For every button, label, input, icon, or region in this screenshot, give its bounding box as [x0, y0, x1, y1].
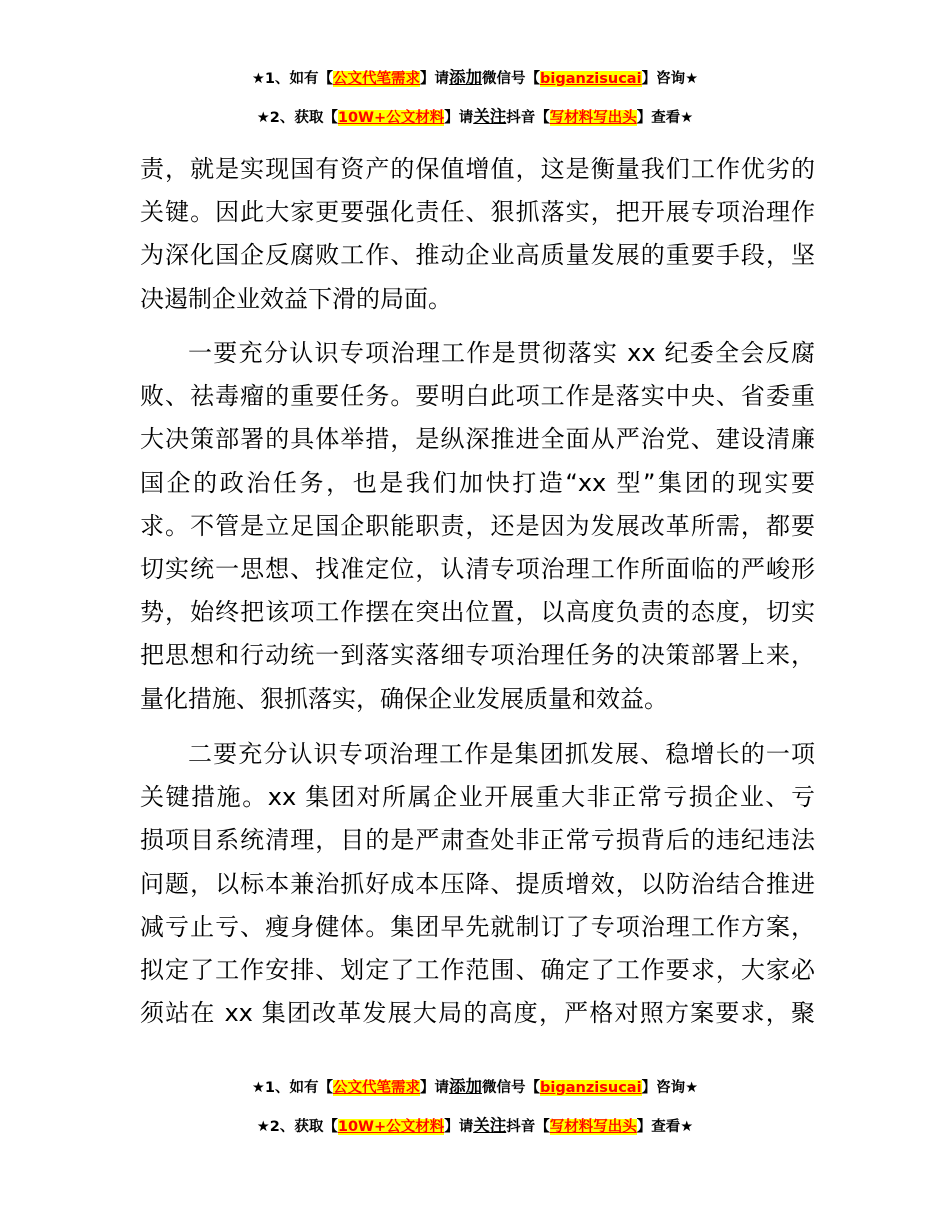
banner1-highlight-service: 公文代笔需求 [333, 71, 421, 87]
header-banner-line-1 [0, 67, 950, 90]
footer-banner-line-1 [0, 1076, 950, 1099]
banner1-suffix: 】咨询★ [641, 71, 699, 87]
header-banner-line-2 [0, 106, 950, 129]
banner1-mid: 】请 [420, 71, 450, 87]
banner2-highlight-douyin: 写材料写出头 [549, 110, 637, 126]
paragraph-1 [140, 148, 815, 321]
banner2-suffix: 】查看★ [636, 110, 694, 126]
paragraph-line: 求。不管是立足国企职能职责，还是因为发展改革所需，都要 [140, 511, 815, 540]
banner1-highlight-service: 公文代笔需求 [333, 1080, 421, 1096]
paragraph-line: 二要充分认识专项治理工作是集团抓发展、稳增长的一项 [188, 740, 815, 768]
banner1-highlight-wechat: biganzisucai [540, 71, 642, 87]
paragraph-line: 国企的政治任务，也是我们加快打造“xx 型”集团的现实要 [140, 468, 815, 497]
paragraph-line: 势，始终把该项工作摆在突出位置，以高度负责的态度，切实 [140, 598, 815, 627]
banner1-highlight-wechat: biganzisucai [540, 1080, 642, 1096]
paragraph-line: 一要充分认识专项治理工作是贯彻落实 xx 纪委全会反腐 [188, 339, 815, 367]
banner1-suffix: 】咨询★ [641, 1080, 699, 1096]
banner1-mid2: 微信号【 [482, 71, 541, 87]
paragraph-line: 决遏制企业效益下滑的局面。 [140, 284, 452, 313]
paragraph-2 [140, 332, 815, 721]
paragraph-line: 关键措施。xx 集团对所属企业开展重大非正常亏损企业、亏 [140, 783, 815, 812]
paragraph-line: 责，就是实现国有资产的保值增值，这是衡量我们工作优劣的 [140, 155, 815, 183]
banner1-emphasis: 添加 [449, 1077, 483, 1096]
banner2-prefix: ★2、获取【 [256, 110, 338, 126]
paragraph-line: 败、祛毒瘤的重要任务。要明白此项工作是落实中央、省委重 [140, 382, 815, 411]
banner2-highlight-douyin: 写材料写出头 [549, 1119, 637, 1135]
banner1-mid: 】请 [420, 1080, 450, 1096]
paragraph-line: 须站在 xx 集团改革发展大局的高度，严格对照方案要求，聚 [140, 999, 815, 1028]
banner2-highlight-materials: 10W+公文材料 [337, 110, 445, 126]
paragraph-line: 量化措施、狠抓落实，确保企业发展质量和效益。 [140, 684, 668, 713]
footer-banner-line-2 [0, 1115, 950, 1138]
banner1-mid2: 微信号【 [482, 1080, 541, 1096]
banner2-highlight-materials: 10W+公文材料 [337, 1119, 445, 1135]
paragraph-line: 减亏止亏、瘦身健体。集团早先就制订了专项治理工作方案， [140, 912, 815, 941]
banner1-emphasis: 添加 [449, 68, 483, 87]
banner2-mid2: 抖音【 [506, 1119, 550, 1135]
paragraph-line: 把思想和行动统一到落实落细专项治理任务的决策部署上来， [140, 641, 815, 670]
banner2-emphasis: 关注 [473, 107, 507, 126]
banner2-mid2: 抖音【 [506, 110, 550, 126]
banner2-emphasis: 关注 [473, 1116, 507, 1135]
paragraph-line: 问题，以标本兼治抓好成本压降、提质增效，以防治结合推进 [140, 869, 815, 898]
banner1-prefix: ★1、如有【 [251, 1080, 334, 1096]
paragraph-line: 拟定了工作安排、划定了工作范围、确定了工作要求，大家必 [140, 955, 815, 984]
paragraph-line: 为深化国企反腐败工作、推动企业高质量发展的重要手段，坚 [140, 241, 815, 270]
banner2-suffix: 】查看★ [636, 1119, 694, 1135]
paragraph-line: 损项目系统清理，目的是严肃查处非正常亏损背后的违纪违法 [140, 826, 815, 855]
banner2-mid: 】请 [444, 110, 474, 126]
paragraph-line: 切实统一思想、找准定位，认清专项治理工作所面临的严峻形 [140, 554, 815, 583]
banner2-mid: 】请 [444, 1119, 474, 1135]
paragraph-line: 大决策部署的具体举措，是纵深推进全面从严治党、建设清廉 [140, 425, 815, 454]
banner2-prefix: ★2、获取【 [256, 1119, 338, 1135]
paragraph-3 [140, 733, 815, 1035]
banner1-prefix: ★1、如有【 [251, 71, 334, 87]
paragraph-line: 关键。因此大家更要强化责任、狠抓落实，把开展专项治理作 [140, 198, 815, 227]
